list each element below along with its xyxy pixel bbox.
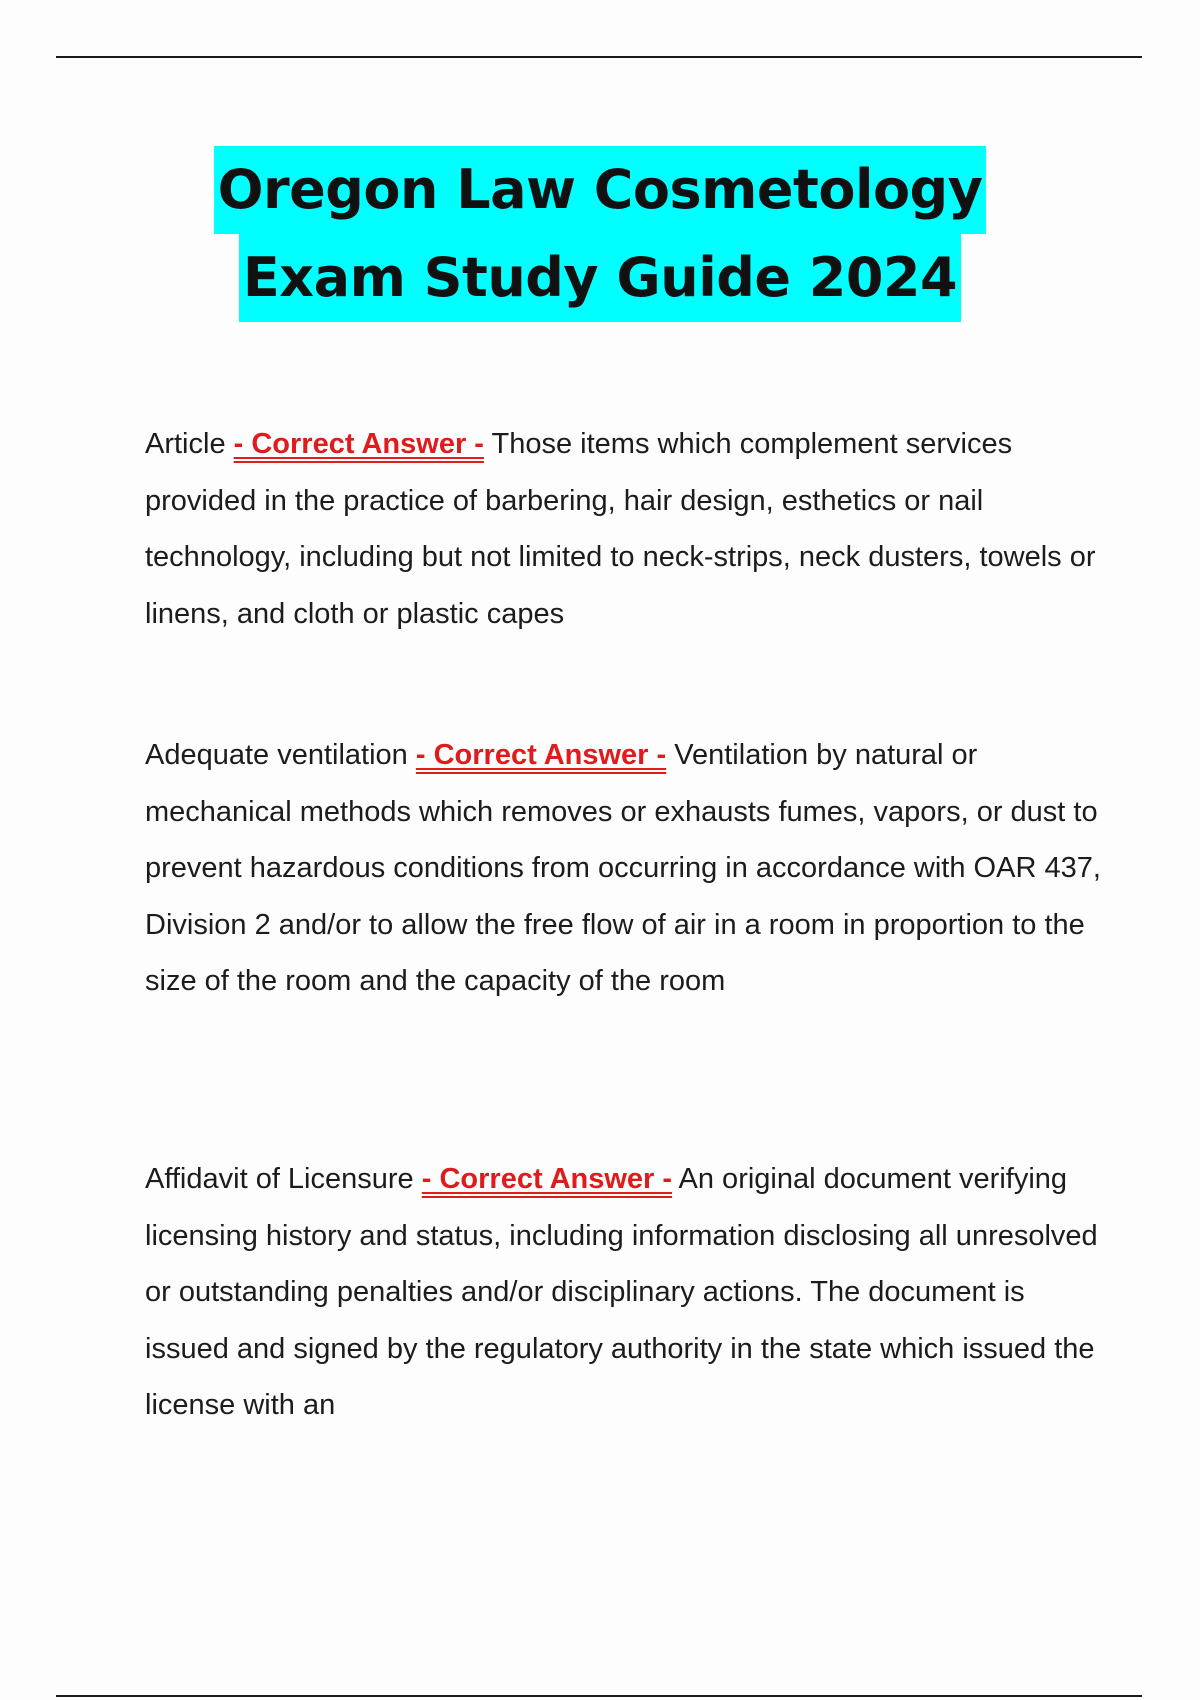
entry-definition: Those items which complement services provided in the practice of barbering, hair design, esthetics or nail technology, including but not limited to neck-strips, neck dusters, towels or linens, and cloth or plastic capes xyxy=(145,428,1096,630)
entry-definition: Ventilation by natural or mechanical methods which removes or exhausts fumes, vapors, or dust to prevent hazardous conditions from occurring in accordance with OAR 437, Division 2 and/or to allow the free flow of air in a room in proportion to the size of the room and the capacity of the room xyxy=(145,739,1101,997)
page-title xyxy=(0,146,1200,322)
entry-term: Adequate ventilation xyxy=(145,739,408,771)
correct-answer-label: - Correct Answer - xyxy=(415,739,667,771)
title-line-2: Exam Study Guide 2024 xyxy=(239,234,961,322)
bottom-divider xyxy=(56,1695,1142,1697)
entry-term: Affidavit of Licensure xyxy=(145,1163,414,1195)
correct-answer-label: - Correct Answer - xyxy=(233,428,484,460)
glossary-entry-article xyxy=(145,416,1105,642)
entry-definition: An original document verifying licensing history and status, including information disclosing all unresolved or outstanding penalties and/or disciplinary actions. The document is issued and signed by the regulatory authority in the state which issued the license with an xyxy=(145,1163,1098,1421)
glossary-entry-affidavit-of-licensure xyxy=(145,1151,1105,1434)
entry-term: Article xyxy=(145,428,226,460)
correct-answer-label: - Correct Answer - xyxy=(421,1163,673,1195)
top-divider xyxy=(56,56,1142,58)
title-line-1: Oregon Law Cosmetology xyxy=(214,146,987,234)
glossary-entry-adequate-ventilation xyxy=(145,727,1105,1010)
